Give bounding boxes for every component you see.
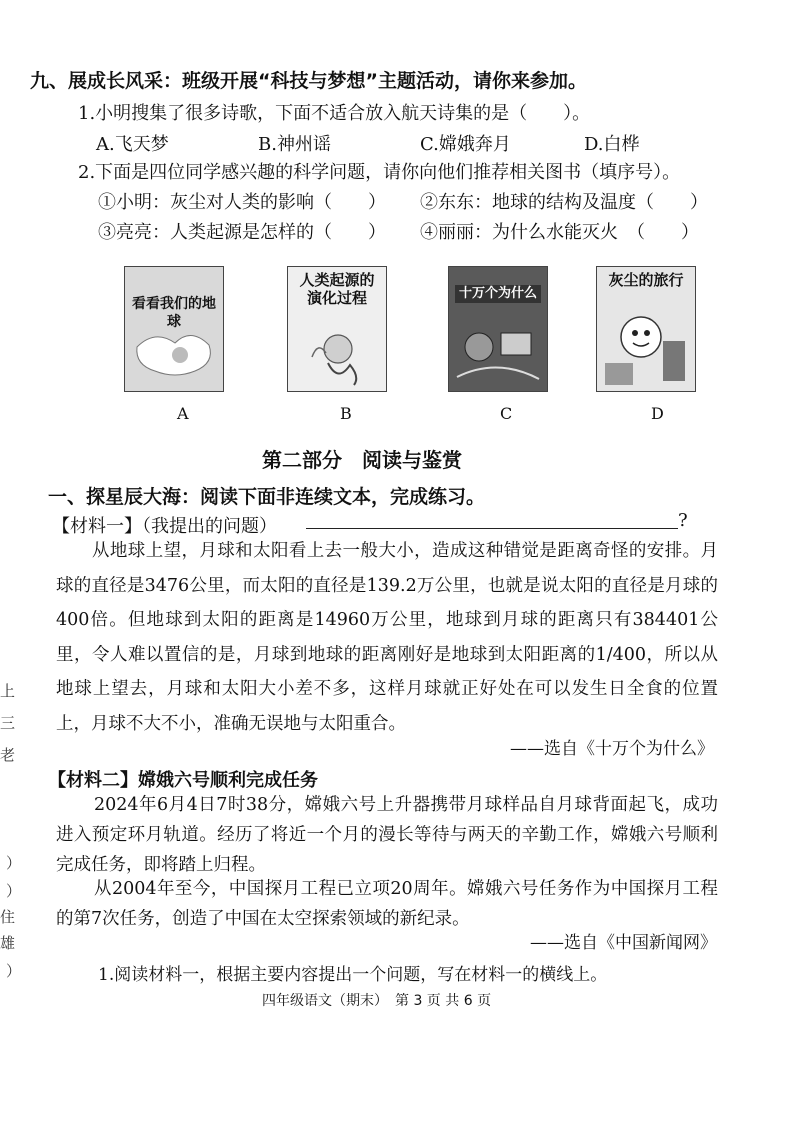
book-cover-b [287, 266, 387, 392]
book-cover-a [124, 266, 224, 392]
margin-fragment: ） [6, 854, 22, 872]
book-label-b: B [340, 404, 352, 423]
part2-section1-title: 一、探星辰大海：阅读下面非连续文本，完成练习。 [48, 486, 486, 508]
question-mark: ? [678, 510, 688, 531]
science-collage-illustration-icon [449, 267, 547, 391]
q2-item-4: ④丽丽：为什么水能灭火 （ ） [420, 222, 699, 243]
option-a: A.飞天梦 [96, 134, 169, 155]
book-label-c: C [500, 404, 513, 423]
margin-fragment: 上 [0, 682, 16, 700]
book-cover-c [448, 266, 548, 392]
earth-illustration-icon [125, 267, 223, 391]
margin-fragment: 雄 [0, 934, 16, 952]
part2-title: 第二部分 阅读与鉴赏 [262, 448, 462, 472]
book-cover-b-title: 人类起源的演化过程 [299, 271, 375, 307]
human-evolution-illustration-icon [288, 267, 386, 391]
material2-para1: 2024年6月4日7时38分，嫦娥六号上升器携带月球样品自月球背面起飞，成功进入预定环月轨道。经历了将近一个月的漫长等待与两天的辛勤工作，嫦娥六号顺利完成任务，即将踏上归程。 [56, 795, 718, 875]
margin-fragment: ） [6, 882, 22, 900]
margin-fragment: ） [6, 962, 22, 980]
option-d: D.白桦 [584, 134, 640, 155]
question-answer-blank[interactable] [306, 528, 678, 529]
margin-fragment: 三 [0, 714, 16, 732]
material1-header: 【材料一】（我提出的问题） [52, 516, 277, 537]
book-cover-d [596, 266, 696, 392]
exercise-1: 1.阅读材料一，根据主要内容提出一个问题，写在材料一的横线上。 [98, 965, 608, 985]
q2-item-3: ③亮亮：人类起源是怎样的（ ） [98, 222, 386, 243]
margin-fragment: 住 [0, 908, 16, 926]
book-label-d: D [651, 404, 664, 423]
option-c: C.嫦娥奔月 [420, 134, 511, 155]
question-1: 1.小明搜集了很多诗歌，下面不适合放入航天诗集的是（ ）。 [78, 103, 591, 124]
option-b: B.神州谣 [258, 134, 331, 155]
margin-fragment: 老 [0, 746, 16, 764]
book-cover-c-title: 十万个为什么 [455, 285, 541, 303]
material1-text: 从地球上望，月球和太阳看上去一般大小，造成这种错觉是距离奇怪的安排。月球的直径是3476公里，而太阳的直径是139.2万公里，也就是说太阳的直径是月球的400倍。但地球到太阳的距离是14960万公里，地球到月球的距离只有384401公里，令人难以置信的是，月球到地球的距离刚好是地球到太阳距离的1/400，所以从地球上望去，月球和太阳大小差不多，这样月球就正好处在可以发生日全食的位置上，月球不大不小，准确无误地与太阳重合。 [56, 541, 718, 734]
material2-header: 【材料二】嫦娥六号顺利完成任务 [48, 770, 318, 791]
question-2: 2.下面是四位同学感兴趣的科学问题，请你向他们推荐相关图书（填序号）。 [78, 162, 681, 183]
q2-item-1: ①小明：灰尘对人类的影响（ ） [98, 192, 386, 213]
material2-source: ——选自《中国新闻网》 [530, 933, 717, 953]
section9-title: 九、展成长风采：班级开展“科技与梦想”主题活动，请你来参加。 [30, 70, 587, 92]
page-footer: 四年级语文（期末） 第 3 页 共 6 页 [262, 993, 492, 1009]
material1-source: ——选自《十万个为什么》 [510, 739, 714, 759]
material2-para2: 从2004年至今，中国探月工程已立项20周年。嫦娥六号任务作为中国探月工程的第7次任务，创造了中国在太空探索领域的新纪录。 [56, 879, 718, 929]
q2-item-2: ②东东：地球的结构及温度（ ） [420, 192, 708, 213]
book-label-a: A [177, 404, 189, 423]
dust-character-illustration-icon [597, 267, 695, 391]
book-cover-d-title: 灰尘的旅行 [608, 271, 684, 289]
book-cover-a-title: 看看我们的地球 [132, 296, 216, 330]
